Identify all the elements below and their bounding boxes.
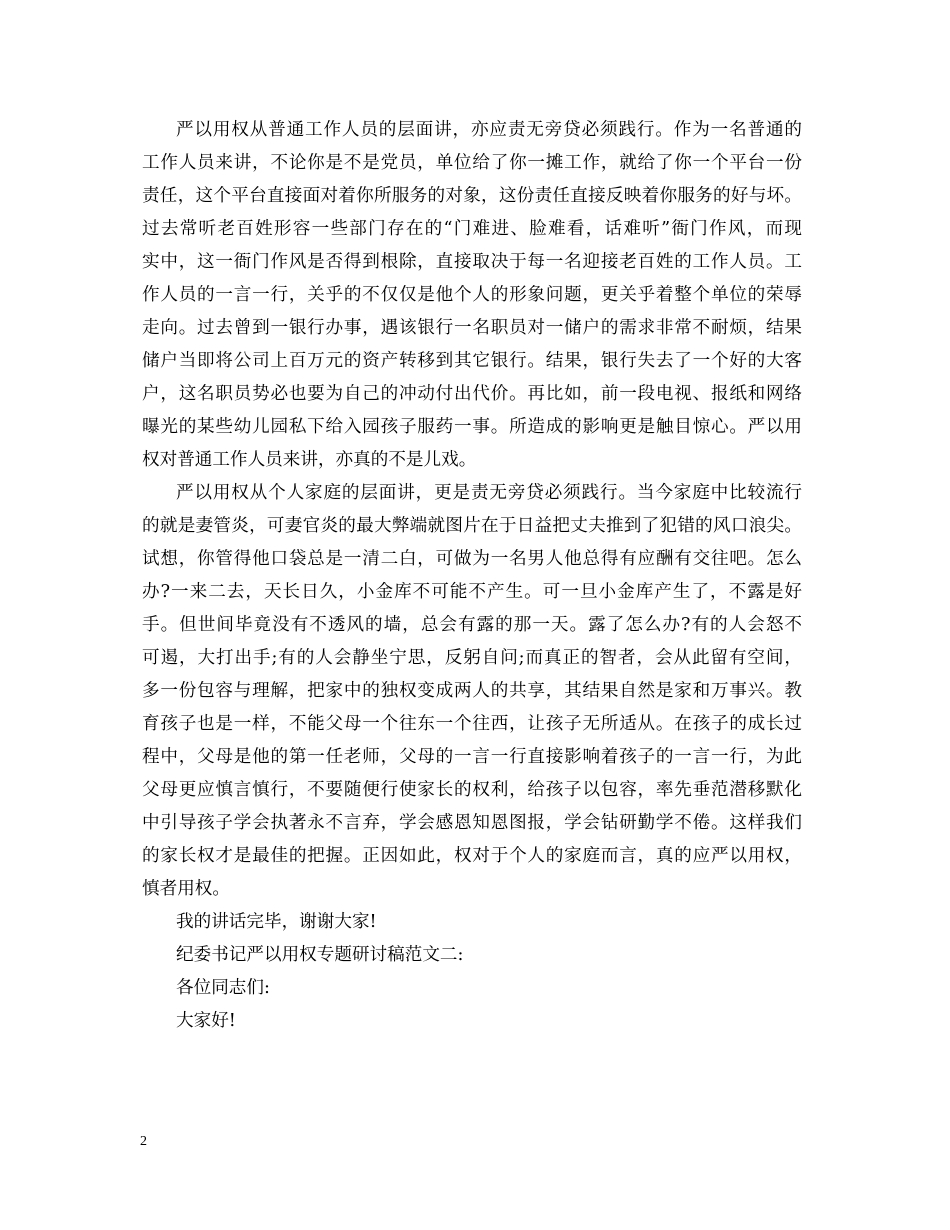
paragraph-line: 慎者用权。 bbox=[142, 879, 230, 899]
paragraph-line: 严以用权从普通工作人员的层面讲，亦应责无旁贷必须践行。作为一名普通的 bbox=[176, 120, 802, 140]
paragraph-line: 多一份包容与理解，把家中的独权变成两人的共享，其结果自然是家和万事兴。教 bbox=[142, 681, 802, 701]
paragraph-line: 的就是妻管炎，可妻官炎的最大弊端就图片在于日益把丈夫推到了犯错的风口浪尖。 bbox=[142, 516, 802, 536]
closing-line: 我的讲话完毕，谢谢大家! bbox=[176, 912, 377, 932]
paragraph-line: 实中，这一衙门作风是否得到根除，直接取决于每一名迎接老百姓的工作人员。工 bbox=[142, 252, 802, 272]
paragraph-line: 严以用权从个人家庭的层面讲，更是责无旁贷必须践行。当今家庭中比较流行 bbox=[176, 483, 802, 503]
paragraph-line: 曝光的某些幼儿园私下给入园孩子服药一事。所造成的影响更是触目惊心。严以用 bbox=[142, 417, 802, 437]
paragraph-line: 试想，你管得他口袋总是一清二白，可做为一名男人他总得有应酬有交往吧。怎么 bbox=[142, 549, 802, 569]
salutation-line: 各位同志们: bbox=[176, 978, 270, 998]
paragraph-line: 户，这名职员势必也要为自己的冲动付出代价。再比如，前一段电视、报纸和网络 bbox=[142, 384, 802, 404]
paragraph-line: 作人员的一言一行，关乎的不仅仅是他个人的形象问题，更关乎着整个单位的荣辱 bbox=[142, 285, 802, 305]
paragraph-line: 手。但世间毕竟没有不透风的墙，总会有露的那一天。露了怎么办?有的人会怒不 bbox=[142, 615, 802, 635]
greeting-line: 大家好! bbox=[176, 1011, 236, 1031]
paragraph-line: 程中，父母是他的第一任老师，父母的一言一行直接影响着孩子的一言一行，为此 bbox=[142, 747, 802, 767]
paragraph-line: 可遏，大打出手;有的人会静坐宁思，反躬自问;而真正的智者，会从此留有空间， bbox=[142, 648, 802, 668]
section-heading: 纪委书记严以用权专题研讨稿范文二: bbox=[176, 945, 464, 965]
paragraph-line: 过去常听老百姓形容一些部门存在的“门难进、脸难看，话难听”衙门作风，而现 bbox=[142, 219, 802, 239]
paragraph-line: 责任，这个平台直接面对着你所服务的对象，这份责任直接反映着你服务的好与坏。 bbox=[142, 186, 802, 206]
page-number: 2 bbox=[140, 1134, 147, 1149]
paragraph-line: 父母更应慎言慎行，不要随便行使家长的权利，给孩子以包容，率先垂范潜移默化 bbox=[142, 780, 802, 800]
paragraph-line: 的家长权才是最佳的把握。正因如此，权对于个人的家庭而言，真的应严以用权， bbox=[142, 846, 802, 866]
paragraph-line: 走向。过去曾到一银行办事，遇该银行一名职员对一储户的需求非常不耐烦，结果 bbox=[142, 318, 802, 338]
paragraph-line: 育孩子也是一样，不能父母一个往东一个往西，让孩子无所适从。在孩子的成长过 bbox=[142, 714, 802, 734]
paragraph-line: 中引导孩子学会执著永不言弃，学会感恩知恩图报，学会钻研勤学不倦。这样我们 bbox=[142, 813, 802, 833]
paragraph-line: 办?一来二去，天长日久，小金库不可能不产生。可一旦小金库产生了，不露是好 bbox=[142, 582, 802, 602]
paragraph-line: 权对普通工作人员来讲，亦真的不是儿戏。 bbox=[142, 450, 477, 470]
paragraph-line: 储户当即将公司上百万元的资产转移到其它银行。结果，银行失去了一个好的大客 bbox=[142, 351, 802, 371]
paragraph-line: 工作人员来讲，不论你是不是党员，单位给了你一摊工作，就给了你一个平台一份 bbox=[142, 153, 802, 173]
